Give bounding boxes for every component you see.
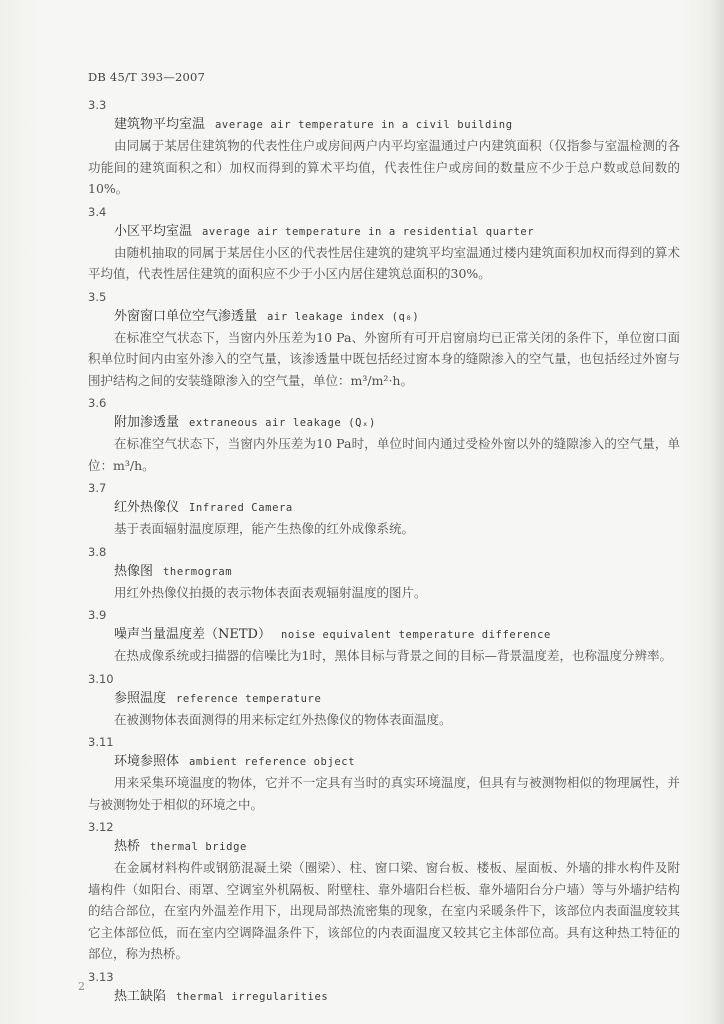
term-definition: 由随机抽取的同属于某居住小区的代表性居住建筑的建筑平均室温通过楼内建筑面积加权而得到的算术平均值，代表性居住建筑的面积应不少于小区内居住建筑总面积的30%。 bbox=[88, 244, 680, 281]
term-definition: 在标准空气状态下，当窗内外压差为10 Pa、外窗所有可开启窗扇均已正常关闭的条件下，单位窗口面积单位时间内由室外渗入的空气量，该渗透量中既包括经过窗本身的缝隙渗入的空气量，也包括经过外窗与围护结构之间的安装缝隙渗入的空气量，单位：m³/m²·h。 bbox=[88, 329, 680, 388]
term-chinese: 噪声当量温度差（NETD） bbox=[114, 627, 271, 642]
term-chinese: 小区平均室温 bbox=[114, 223, 193, 239]
term-title bbox=[88, 561, 680, 582]
term-number: 3.4 bbox=[88, 204, 107, 219]
term-number: 3.12 bbox=[88, 820, 114, 834]
term-title bbox=[88, 751, 680, 772]
page-edge-shadow bbox=[710, 0, 724, 1024]
term-title bbox=[88, 497, 680, 518]
term-title bbox=[88, 114, 680, 135]
term-definition: 由同属于某居住建筑物的代表性住户或房间两户内平均室温通过户内建筑面积（仅指参与室温检测的各功能间的建筑面积之和）加权而得到的算术平均值，代表性住户或房间的数量应不少于总户数或总间数的10%。 bbox=[88, 138, 680, 196]
term-title bbox=[88, 986, 680, 1007]
term-number: 3.6 bbox=[88, 396, 107, 410]
term-entry bbox=[88, 203, 680, 285]
term-entry bbox=[88, 670, 680, 731]
term-number: 3.8 bbox=[88, 544, 107, 559]
term-title bbox=[88, 688, 680, 709]
term-definition: 基于表面辐射温度原理，能产生热像的红外成像系统。 bbox=[114, 521, 415, 536]
term-number: 3.10 bbox=[88, 671, 114, 686]
term-chinese: 建筑物平均室温 bbox=[114, 117, 206, 132]
terms-list bbox=[88, 96, 680, 1007]
term-english: air leakage index (q₀) bbox=[267, 310, 420, 323]
term-english: thermal bridge bbox=[150, 841, 247, 853]
term-entry bbox=[88, 606, 680, 667]
term-english: Infrared Camera bbox=[189, 502, 293, 514]
term-number: 3.11 bbox=[88, 735, 114, 749]
term-entry bbox=[88, 543, 680, 604]
term-chinese: 红外热像仪 bbox=[114, 500, 180, 515]
term-definition: 在金属材料构件或钢筋混凝土梁（圈梁）、柱、窗口梁、窗台板、楼板、屋面板、外墙的排水构件及附墙构件（如阳台、雨罩、空调室外机隔板、附壁柱、靠外墙阳台栏板、靠外墙阳台分户墙）等与外墙护结构的结合部位，在室内外温差作用下，出现局部热流密集的现象，在室内采暖条件下，该部位内表面温度较其它主体部位低，而在室内空调降温条件下，该部位的内表面温度又较其它主体部位高。具有这种热工特征的部位，称为热桥。 bbox=[88, 860, 680, 961]
term-definition: 在标准空气状态下，当窗内外压差为10 Pa时，单位时间内通过受检外窗以外的缝隙渗入的空气量，单位：m³/h。 bbox=[88, 436, 680, 473]
term-english: ambient reference object bbox=[189, 756, 356, 768]
term-entry bbox=[88, 733, 680, 815]
term-chinese: 附加渗透量 bbox=[114, 415, 180, 430]
term-number: 3.13 bbox=[88, 969, 114, 984]
term-entry bbox=[88, 288, 680, 392]
term-entry bbox=[88, 968, 680, 1007]
term-chinese: 热工缺陷 bbox=[114, 988, 167, 1004]
standard-code-header: DB 45/T 393—2007 bbox=[88, 70, 206, 84]
term-chinese: 环境参照体 bbox=[114, 754, 180, 769]
term-entry bbox=[88, 394, 680, 476]
term-english: noise equivalent temperature difference bbox=[280, 629, 551, 641]
term-chinese: 外窗窗口单位空气渗透量 bbox=[114, 308, 258, 324]
term-number: 3.9 bbox=[88, 608, 107, 622]
term-title bbox=[88, 836, 680, 857]
term-english: average air temperature in a residential quarter bbox=[202, 225, 535, 238]
term-title bbox=[88, 412, 680, 433]
term-title bbox=[88, 624, 680, 645]
term-entry bbox=[88, 96, 680, 200]
term-chinese: 热桥 bbox=[114, 839, 141, 854]
term-number: 3.7 bbox=[88, 481, 107, 495]
term-english: thermogram bbox=[163, 565, 233, 578]
term-number: 3.3 bbox=[88, 98, 107, 112]
term-number: 3.5 bbox=[88, 289, 107, 304]
page-corner-mark: 2 bbox=[78, 980, 85, 993]
term-definition: 用来采集环境温度的物体，它并不一定具有当时的真实环境温度，但具有与被测物相似的物理属性，并与被测物处于相似的环境之中。 bbox=[88, 775, 680, 812]
term-title bbox=[88, 306, 680, 327]
term-definition: 用红外热像仪拍摄的表示物体表面表观辐射温度的图片。 bbox=[114, 584, 427, 600]
term-definition: 在热成像系统或扫描器的信噪比为1时，黑体目标与背景之间的目标—背景温度差，也称温度分辨率。 bbox=[114, 648, 672, 663]
term-english: thermal irregularities bbox=[176, 990, 329, 1003]
term-chinese: 热像图 bbox=[114, 563, 154, 579]
term-definition: 在被测物体表面测得的用来标定红外热像仪的物体表面温度。 bbox=[114, 711, 452, 727]
term-english: average air temperature in a civil building bbox=[215, 119, 513, 131]
term-english: extraneous air leakage (Qₓ) bbox=[189, 417, 376, 429]
term-chinese: 参照温度 bbox=[114, 690, 167, 706]
term-entry bbox=[88, 479, 680, 540]
term-title bbox=[88, 221, 680, 242]
term-entry bbox=[88, 818, 680, 965]
term-english: reference temperature bbox=[176, 692, 322, 705]
